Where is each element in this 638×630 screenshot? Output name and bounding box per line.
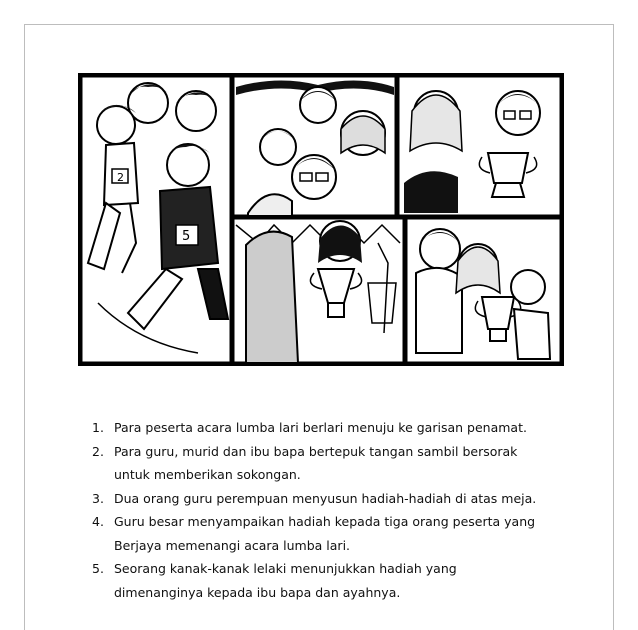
item-number: 3. <box>92 490 104 506</box>
comic-strip <box>78 73 564 366</box>
panel-boy-shows-prize <box>406 218 561 363</box>
panel-teachers-prizes <box>398 76 561 216</box>
panel-headmaster-prize <box>233 218 404 363</box>
item-text: Para peserta acara lumba lari berlari menuju ke garisan penamat. <box>114 420 527 435</box>
runner-number-2: 2 <box>117 171 124 184</box>
item-number: 1. <box>92 420 104 435</box>
item-text-continued: untuk memberikan sokongan. <box>114 467 301 482</box>
panel-race <box>81 76 231 363</box>
item-number: 4. <box>92 514 104 529</box>
item-text-continued: dimenanginya kepada ibu bapa dan ayahnya. <box>114 584 401 600</box>
item-text: Guru besar menyampaikan hadiah kepada tiga orang peserta yang <box>114 514 536 529</box>
list-item <box>92 440 572 487</box>
item-text: Para guru, murid dan ibu bapa bertepuk tangan sambil bersorak <box>114 443 518 459</box>
panel-cheering <box>233 76 396 216</box>
item-text: Seorang kanak-kanak lelaki menunjukkan hadiah yang <box>114 561 457 576</box>
list-item <box>92 510 572 557</box>
list-item <box>92 416 572 440</box>
list-item <box>92 487 572 511</box>
sentence-list <box>92 416 572 604</box>
list-item <box>92 557 572 604</box>
item-text: Dua orang guru perempuan menyusun hadiah-hadiah di atas meja. <box>114 490 537 506</box>
item-number: 5. <box>92 561 104 576</box>
runner-number-5: 5 <box>182 229 191 244</box>
item-number: 2. <box>92 443 104 459</box>
item-text-continued: Berjaya memenangi acara lumba lari. <box>114 537 351 553</box>
